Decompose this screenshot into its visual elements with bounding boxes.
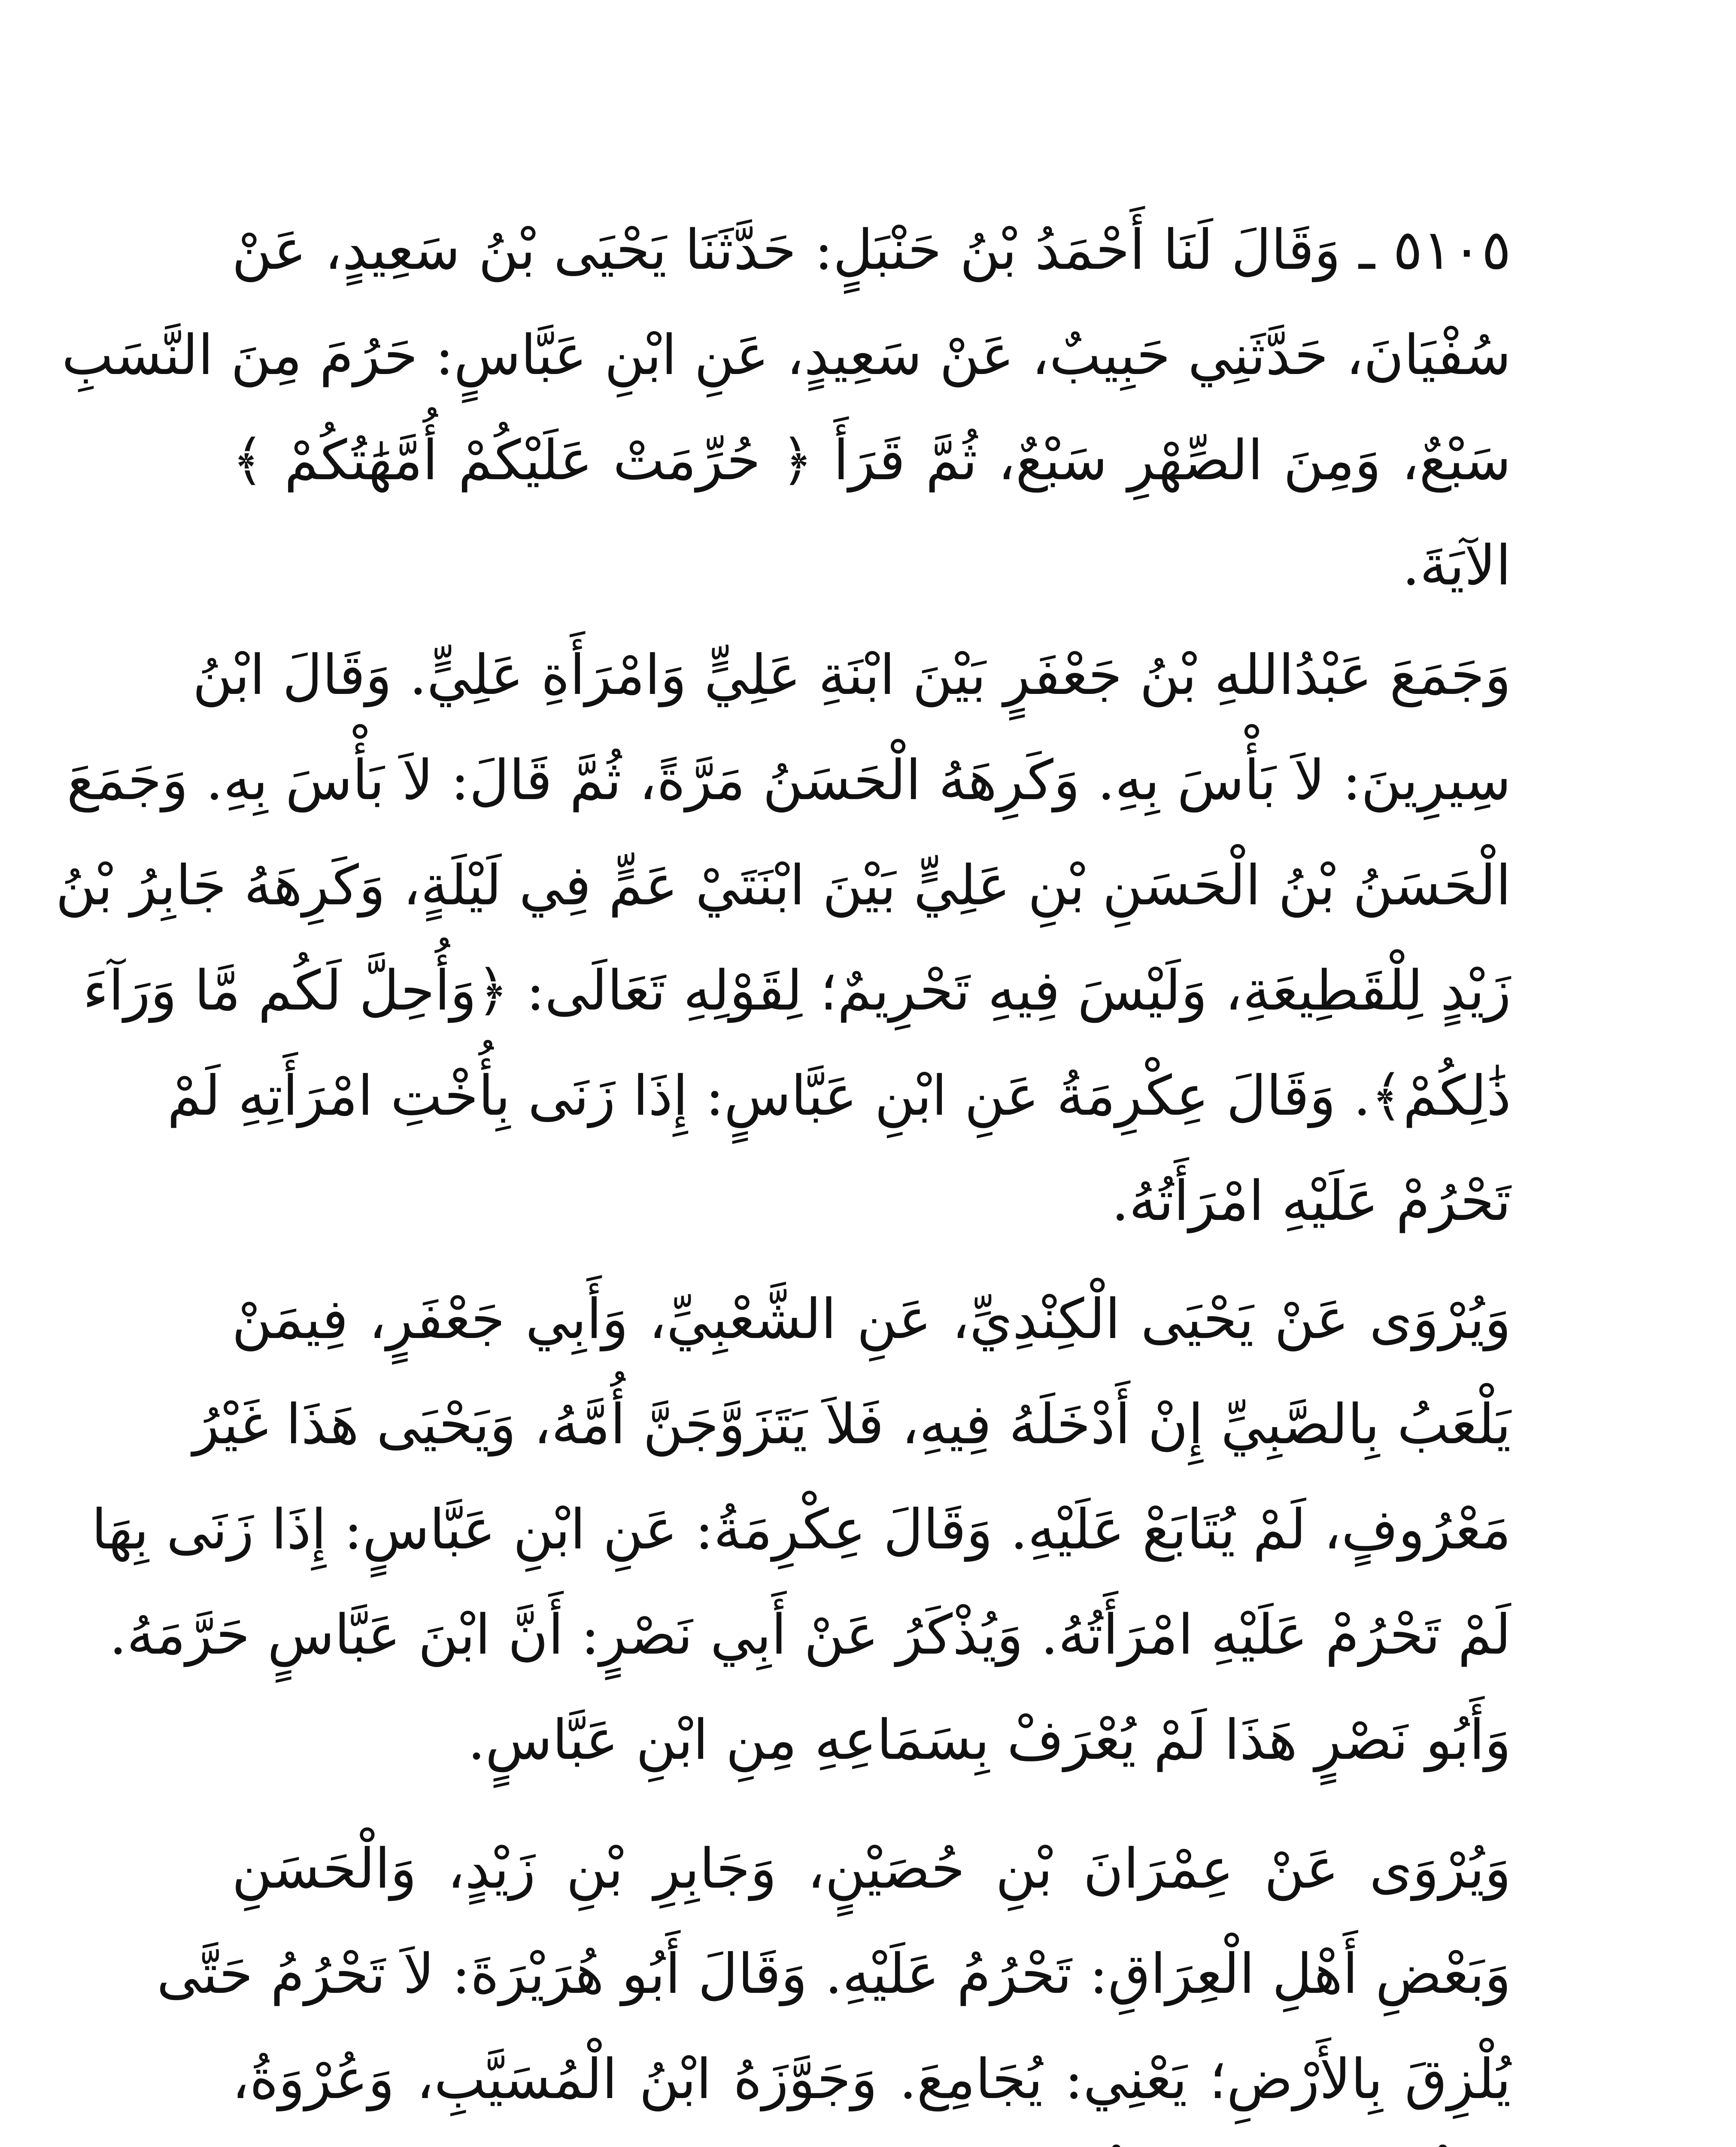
paragraph-yahya-al-kindi bbox=[91, 1267, 1511, 1793]
text-line: ٥١٠٥ ـ وَقَالَ لَنَا أَحْمَدُ بْنُ حَنْبَلٍ: حَدَّثَنَا يَحْيَى بْنُ سَعِيدٍ، عَنْ bbox=[232, 218, 1511, 282]
text-line: الْحَسَنُ بْنُ الْحَسَنِ بْنِ عَلِيٍّ بَيْنَ ابْنَتَيْ عَمٍّ فِي لَيْلَةٍ، وَكَرِهَهُ جَابِرُ بْنُ bbox=[55, 854, 1511, 918]
paragraph-hadith-5105 bbox=[61, 198, 1511, 618]
text-line: يَلْعَبُ بِالصَّبِيِّ إِنْ أَدْخَلَهُ فِيهِ، فَلاَ يَتَزَوَّجَنَّ أُمَّهُ، وَيَحْيَى هَذَا غَيْرُ bbox=[193, 1393, 1511, 1457]
text-line: تَحْرُمْ عَلَيْهِ امْرَأَتُهُ. bbox=[1111, 1169, 1511, 1233]
text-line: زَيْدٍ لِلْقَطِيعَةِ، وَلَيْسَ فِيهِ تَحْرِيمٌ؛ لِقَوْلِهِ تَعَالَى: ﴿وَأُحِلَّ لَكُم مَّا وَرَآءَ bbox=[82, 959, 1511, 1023]
text-line: سُفْيَانَ، حَدَّثَنِي حَبِيبٌ، عَنْ سَعِيدٍ، عَنِ ابْنِ عَبَّاسٍ: حَرُمَ مِنَ النَّسَبِ bbox=[61, 323, 1511, 387]
text-line: لَمْ تَحْرُمْ عَلَيْهِ امْرَأَتُهُ. وَيُذْكَرُ عَنْ أَبِي نَصْرٍ: أَنَّ ابْنَ عَبَّاسٍ حَرَّمَهُ. bbox=[109, 1603, 1511, 1667]
text-line bbox=[232, 2132, 1511, 2147]
text-line: وَبَعْضِ أَهْلِ الْعِرَاقِ: تَحْرُمُ عَلَيْهِ. وَقَالَ أَبُو هُرَيْرَةَ: لاَ تَحْرُمُ حَتَّى bbox=[156, 1942, 1511, 2006]
text-line: وَأَبُو نَصْرٍ هَذَا لَمْ يُعْرَفْ بِسَمَاعِهِ مِنِ ابْنِ عَبَّاسٍ. bbox=[467, 1708, 1511, 1772]
text-line: وَجَمَعَ عَبْدُاللهِ بْنُ جَعْفَرٍ بَيْنَ ابْنَةِ عَلِيٍّ وَامْرَأَةِ عَلِيٍّ. وَقَالَ ابْنُ bbox=[192, 643, 1511, 707]
text-line: وَيُرْوَى عَنْ عِمْرَانَ بْنِ حُصَيْنٍ، وَجَابِرِ بْنِ زَيْدٍ، وَالْحَسَنِ bbox=[232, 1837, 1511, 1901]
text-line: ذَٰلِكُمْ﴾. وَقَالَ عِكْرِمَةُ عَنِ ابْنِ عَبَّاسٍ: إِذَا زَنَى بِأُخْتِ امْرَأَتِهِ لَمْ bbox=[167, 1064, 1511, 1128]
text-line: مَعْرُوفٍ، لَمْ يُتَابَعْ عَلَيْهِ. وَقَالَ عِكْرِمَةُ: عَنِ ابْنِ عَبَّاسٍ: إِذَا زَنَى بِهَا bbox=[91, 1498, 1511, 1562]
text-line: سَبْعٌ، وَمِنَ الصِّهْرِ سَبْعٌ، ثُمَّ قَرَأَ ﴿ حُرِّمَتْ عَلَيْكُمْ أُمَّهَٰتُكُمْ ﴾ bbox=[232, 429, 1511, 493]
paragraph-abdullah-bin-jafar bbox=[55, 623, 1511, 1254]
text-line: سِيرِينَ: لاَ بَأْسَ بِهِ. وَكَرِهَهُ الْحَسَنُ مَرَّةً، ثُمَّ قَالَ: لاَ بَأْسَ بِهِ. وَجَمَعَ bbox=[67, 748, 1511, 812]
text-line: يُلْزِقَ بِالأَرْضِ؛ يَعْنِي: يُجَامِعَ. وَجَوَّزَهُ ابْنُ الْمُسَيَّبِ، وَعُرْوَةُ، bbox=[232, 2047, 1511, 2111]
text-line: الآيَةَ. bbox=[1402, 534, 1511, 598]
paragraph-imran-bin-husain bbox=[156, 1816, 1511, 2147]
text-line: وَيُرْوَى عَنْ يَحْيَى الْكِنْدِيِّ، عَنِ الشَّعْبِيِّ، وَأَبِي جَعْفَرٍ، فِيمَنْ bbox=[232, 1287, 1511, 1351]
